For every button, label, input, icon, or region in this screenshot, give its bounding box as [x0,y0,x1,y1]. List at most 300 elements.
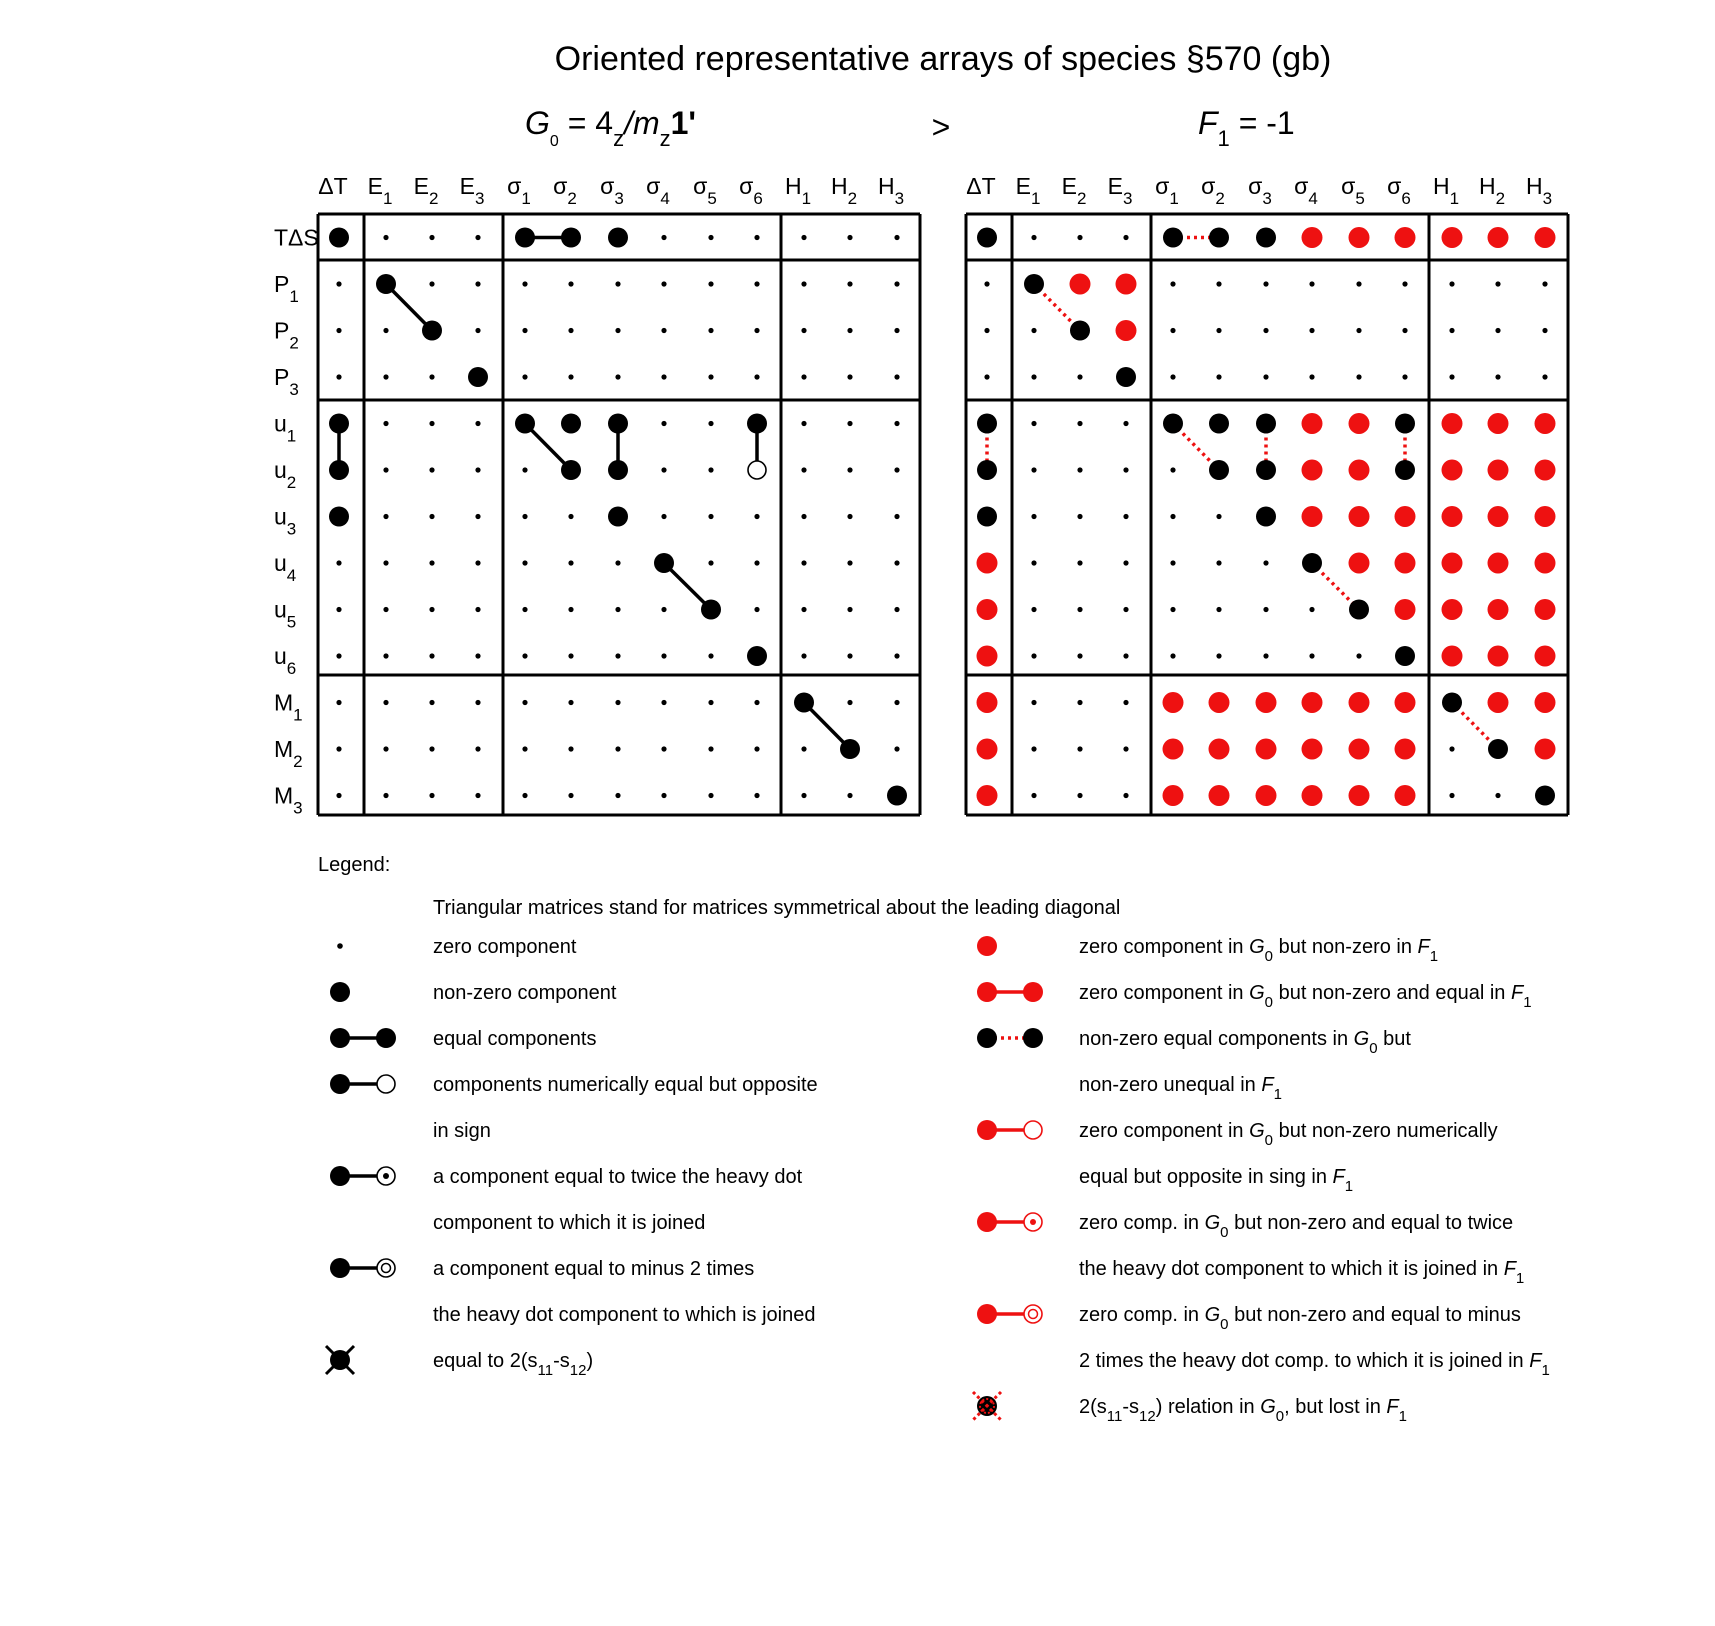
legend-left-item-5-text-1-part-0: the heavy dot component to which is joined [433,1304,816,1326]
left-cell-r5-c5-nonzero-dot [561,460,581,480]
right-cell-r12-c7-red-dot [1302,785,1323,806]
left-cell-r7-c4-zero-dot [522,560,527,565]
left-cell-r12-c5-zero-dot [568,793,573,798]
right-cell-r10-c7-red-dot [1302,692,1323,713]
left-cell-r0-c6-nonzero-dot [608,228,628,248]
header-f-symbol: F [1198,105,1218,141]
right-cell-r5-c12-red-dot [1535,460,1556,481]
legend-right-item-2-text-0-part-2: 0 [1369,1040,1378,1057]
left-cell-r10-c11-zero-dot [847,700,852,705]
right-cell-r12-c4-red-dot [1163,785,1184,806]
right-cell-r0-c12-red-dot [1535,227,1556,248]
header-g-bold: 1' [670,105,697,141]
left-col-header-6-base: σ [600,173,615,199]
right-cell-r7-c6-zero-dot [1263,560,1268,565]
left-cell-r12-c11-zero-dot [847,793,852,798]
left-row-label-9-base: u [274,643,287,669]
left-cell-r8-c8-nonzero-dot [701,600,721,620]
legend-right-item-6 [973,1392,1407,1425]
left-col-header-7 [646,173,670,208]
left-cell-r10-c5-zero-dot [568,700,573,705]
right-cell-r2-c7-zero-dot [1309,328,1314,333]
left-col-header-2 [414,173,439,208]
legend-right-item-0-text-0-part-5: 1 [1429,948,1439,965]
left-cell-r12-c4-zero-dot [522,793,527,798]
left-cell-r10-c7-zero-dot [661,700,666,705]
legend-right-item-0 [977,936,1438,965]
left-cell-r8-c11-zero-dot [847,607,852,612]
left-col-header-9-subscript: 6 [753,189,763,208]
left-cell-r2-c5-zero-dot [568,328,573,333]
left-cell-r6-c0-nonzero-dot [329,507,349,527]
right-cell-r6-c6-nonzero-dot [1256,507,1276,527]
left-cell-r9-c9-nonzero-dot [747,646,767,666]
left-row-label-8 [274,597,296,632]
right-array-header [1198,105,1295,151]
header-g-sub3: z [659,126,671,151]
left-cell-r12-c12-nonzero-dot [887,786,907,806]
right-cell-r8-c3-zero-dot [1123,607,1128,612]
legend-left-item-6-text-0-part-2: -s [553,1350,570,1372]
left-cell-r7-c8-zero-dot [708,560,713,565]
left-row-label-0 [274,225,319,251]
left-cell-r6-c3-zero-dot [475,514,480,519]
right-cell-r2-c11-zero-dot [1495,328,1500,333]
left-col-header-2-base: E [413,173,429,199]
right-cell-r8-c12-red-dot [1535,599,1556,620]
left-cell-r3-c10-zero-dot [801,374,806,379]
left-cell-r6-c8-zero-dot [708,514,713,519]
svg-text:F1 = -1 [1198,105,1295,151]
right-cell-r8-c0-red-dot [977,599,998,620]
left-cell-r11-c1-zero-dot [383,746,388,751]
left-row-label-1-base: P [274,271,290,297]
left-col-header-4-base: σ [507,173,522,199]
left-col-header-7-base: σ [646,173,661,199]
left-cell-r8-c5-zero-dot [568,607,573,612]
right-cell-r10-c8-red-dot [1349,692,1370,713]
right-cell-r3-c11-zero-dot [1495,374,1500,379]
left-row-label-1 [274,271,299,306]
right-cell-r11-c5-red-dot [1209,739,1230,760]
right-cell-r9-c2-zero-dot [1077,653,1082,658]
legend [318,854,1550,1425]
left-col-header-1-subscript: 1 [382,189,393,208]
right-cell-r3-c10-zero-dot [1449,374,1454,379]
legend-right-item-4-text-1-part-2: 1 [1515,1270,1525,1287]
right-cell-r1-c0-zero-dot [984,281,989,286]
left-col-header-3 [460,173,485,208]
left-row-label-11 [274,736,303,771]
right-cell-r11-c4-red-dot [1163,739,1184,760]
right-cell-r1-c6-zero-dot [1263,281,1268,286]
left-cell-r2-c1-zero-dot [383,328,388,333]
legend-right-item-6-text-0-part-6: 0 [1275,1408,1285,1425]
legend-right-item-0-symbol [977,936,997,956]
right-cell-r11-c0-red-dot [977,739,998,760]
legend-heading: Legend: [318,854,391,876]
right-cell-r10-c1-zero-dot [1031,700,1036,705]
right-col-header-10 [1433,173,1459,208]
header-f-subscript: 1 [1217,126,1230,151]
left-row-label-8-base: u [274,596,287,623]
right-col-header-7-subscript: 4 [1308,189,1318,208]
left-col-header-5-subscript: 2 [567,189,577,208]
legend-left-item-6-text-0-part-3: 12 [569,1362,587,1379]
left-row-label-4 [274,411,296,446]
right-cell-r7-c2-zero-dot [1077,560,1082,565]
left-cell-r11-c0-zero-dot [336,746,341,751]
left-cell-r3-c3-nonzero-dot [468,367,488,387]
left-cell-r5-c10-zero-dot [801,467,806,472]
right-col-header-7 [1294,173,1318,208]
legend-right-item-6-text-0-part-0: 2(s [1079,1396,1107,1418]
left-col-header-4-subscript: 1 [521,189,531,208]
legend-right-item-6-text-0 [1079,1396,1407,1425]
legend-left-item-6-text-0 [433,1350,593,1379]
right-cell-r4-c1-zero-dot [1031,421,1036,426]
legend-right-item-0-text-0-part-2: 0 [1264,948,1274,965]
legend-left-item-3-text-1 [433,1120,491,1142]
left-cell-r4-c6-nonzero-dot [608,414,628,434]
legend-right-item-4-text-0-part-1: G [1204,1212,1221,1234]
left-col-header-9 [739,173,763,208]
legend-left-item-3-text-0-part-0: components numerically equal but opposite [433,1074,818,1096]
legend-right-item-1-text-0-part-3: but non-zero and equal in [1273,982,1511,1004]
right-cell-r1-c2-red-dot [1070,274,1091,295]
legend-right-item-0-text-0 [1079,936,1438,965]
left-cell-r0-c2-zero-dot [429,235,434,240]
legend-left-item-6-text-0-part-1: 11 [537,1362,554,1379]
left-row-label-1-subscript: 1 [289,287,299,306]
right-cell-r2-c1-zero-dot [1031,328,1036,333]
left-row-label-7-subscript: 4 [286,566,297,585]
right-cell-r0-c8-red-dot [1349,227,1370,248]
legend-right-item-4-text-1-part-0: the heavy dot component to which it is joined in [1079,1258,1504,1280]
left-cell-r3-c9-zero-dot [754,374,759,379]
right-cell-r12-c11-zero-dot [1495,793,1500,798]
right-cell-r11-c6-red-dot [1256,739,1277,760]
right-cell-r6-c5-zero-dot [1216,514,1221,519]
left-cell-r2-c6-zero-dot [615,328,620,333]
right-cell-r9-c9-nonzero-dot [1395,646,1415,666]
left-cell-r10-c6-zero-dot [615,700,620,705]
left-cell-r4-c8-zero-dot [708,421,713,426]
right-cell-r4-c3-zero-dot [1123,421,1128,426]
left-cell-r1-c11-zero-dot [847,281,852,286]
header-g-slash: /m [624,105,660,141]
left-cell-r4-c0-nonzero-dot [329,414,349,434]
right-col-header-8-base: σ [1341,173,1356,199]
right-cell-r2-c5-zero-dot [1216,328,1221,333]
legend-right-item-2-text-1-part-2: 1 [1273,1086,1282,1103]
right-col-header-3 [1108,173,1133,208]
left-row-label-10 [274,690,303,725]
legend-left-item-3 [330,1074,818,1142]
left-cell-r4-c12-zero-dot [894,421,899,426]
right-col-header-3-subscript: 3 [1122,189,1133,208]
left-cell-r4-c1-zero-dot [383,421,388,426]
legend-left-item-1-symbol [330,982,350,1002]
left-array [274,173,920,818]
right-cell-r1-c11-zero-dot [1495,281,1500,286]
legend-right-item-4-text-1 [1079,1258,1524,1287]
legend-right-item-2 [977,1028,1411,1103]
right-cell-r1-c4-zero-dot [1170,281,1175,286]
right-cell-r8-c4-zero-dot [1170,607,1175,612]
left-row-label-11-subscript: 2 [293,752,303,771]
left-cell-r1-c10-zero-dot [801,281,806,286]
right-cell-r8-c11-red-dot [1488,599,1509,620]
legend-left-item-4-text-0 [433,1166,803,1188]
left-cell-r0-c3-zero-dot [475,235,480,240]
right-cell-r8-c5-zero-dot [1216,607,1221,612]
legend-right-item-3-text-0-part-3: but non-zero numerically [1273,1120,1498,1142]
right-cell-r0-c2-zero-dot [1077,235,1082,240]
right-cell-r6-c1-zero-dot [1031,514,1036,519]
left-cell-r11-c4-zero-dot [522,746,527,751]
left-col-header-6 [600,173,624,208]
left-cell-r0-c0-nonzero-dot [329,228,349,248]
right-cell-r6-c7-red-dot [1302,506,1323,527]
left-row-label-8-subscript: 5 [286,612,297,632]
right-cell-r5-c2-zero-dot [1077,467,1082,472]
left-cell-r5-c7-zero-dot [661,467,666,472]
legend-right-item-6-text-0-part-7: , but lost in [1284,1396,1387,1418]
left-cell-r6-c4-zero-dot [522,514,527,519]
left-cell-r7-c3-zero-dot [475,560,480,565]
left-cell-r7-c10-zero-dot [801,560,806,565]
left-cell-r10-c4-zero-dot [522,700,527,705]
svg-text:G0 = 4z/mz1' [525,105,696,151]
right-cell-r6-c10-red-dot [1442,506,1463,527]
left-cell-r3-c5-zero-dot [568,374,573,379]
right-col-header-3-base: E [1107,173,1123,199]
left-cell-r2-c3-zero-dot [475,328,480,333]
left-row-label-7-base: u [274,550,287,576]
right-cell-r4-c9-nonzero-dot [1395,414,1415,434]
left-row-label-6-base: u [274,503,287,530]
left-cell-r3-c12-zero-dot [894,374,899,379]
right-col-header-11-base: H [1478,173,1496,199]
right-cell-r12-c2-zero-dot [1077,793,1082,798]
right-cell-r9-c1-zero-dot [1031,653,1036,658]
legend-right-item-5-text-0-part-2: 0 [1220,1316,1229,1333]
left-cell-r8-c1-zero-dot [383,607,388,612]
left-cell-r5-c3-zero-dot [475,467,480,472]
left-cell-r7-c6-zero-dot [615,560,620,565]
left-cell-r6-c7-zero-dot [661,514,666,519]
right-cell-r0-c11-red-dot [1488,227,1509,248]
left-cell-r12-c1-zero-dot [383,793,388,798]
right-cell-r11-c10-zero-dot [1449,746,1454,751]
right-cell-r1-c12-zero-dot [1542,281,1547,286]
right-cell-r10-c3-zero-dot [1123,700,1128,705]
left-cell-r9-c3-zero-dot [475,653,480,658]
left-cell-r11-c7-zero-dot [661,746,666,751]
right-cell-r10-c5-red-dot [1209,692,1230,713]
left-cell-r6-c10-zero-dot [801,514,806,519]
legend-right-item-6-symbol [973,1392,1001,1420]
left-col-header-8-subscript: 5 [707,189,717,208]
left-col-header-1-base: E [367,173,383,199]
right-cell-r10-c9-red-dot [1395,692,1416,713]
relation-symbol: > [931,109,951,145]
legend-right-item-3-text-0-part-1: G [1249,1120,1265,1142]
left-row-label-3-base: P [274,364,290,390]
left-col-header-0 [318,173,347,199]
right-cell-r10-c10-nonzero-dot [1442,693,1462,713]
right-col-header-5 [1201,173,1225,208]
right-cell-r4-c11-red-dot [1488,413,1509,434]
left-cell-r7-c2-zero-dot [429,560,434,565]
right-cell-r5-c5-nonzero-dot [1209,460,1229,480]
left-cell-r8-c9-zero-dot [754,607,759,612]
right-cell-r9-c10-red-dot [1442,646,1463,667]
legend-left-item-6-text-0-part-0: equal to 2(s [433,1350,538,1372]
left-cell-r2-c10-zero-dot [801,328,806,333]
legend-left-item-2-text-0 [433,1028,596,1050]
right-col-header-8 [1341,173,1365,208]
left-row-label-12-subscript: 3 [293,798,303,818]
legend-right-item-1-text-0-part-5: 1 [1523,994,1532,1011]
left-col-header-9-base: σ [739,173,754,199]
legend-left-item-2-text-0-part-0: equal components [433,1028,597,1050]
left-cell-r3-c1-zero-dot [383,374,388,379]
legend-right-item-5 [977,1304,1550,1379]
right-col-header-10-base: H [1432,173,1450,199]
right-cell-r2-c9-zero-dot [1402,328,1407,333]
left-cell-r7-c12-zero-dot [894,560,899,565]
right-cell-r0-c0-nonzero-dot [977,228,997,248]
right-cell-r11-c8-red-dot [1349,739,1370,760]
left-cell-r5-c8-zero-dot [708,467,713,472]
left-cell-r11-c3-zero-dot [475,746,480,751]
legend-left-item-0-symbol [337,943,343,949]
legend-right-item-2-text-0 [1079,1028,1411,1057]
right-cell-r3-c2-zero-dot [1077,374,1082,379]
left-cell-r12-c8-zero-dot [708,793,713,798]
legend-left-item-3-text-1-part-0: in sign [433,1120,491,1142]
right-cell-r0-c7-red-dot [1302,227,1323,248]
right-cell-r0-c6-nonzero-dot [1256,228,1276,248]
left-row-label-4-base: u [274,410,287,437]
legend-right-item-5-text-0-part-1: G [1204,1304,1221,1326]
left-col-header-11 [831,173,857,208]
right-cell-r11-c7-red-dot [1302,739,1323,760]
left-col-header-11-base: H [830,173,848,199]
right-cell-r12-c5-red-dot [1209,785,1230,806]
right-col-header-6-subscript: 3 [1262,189,1272,208]
legend-left-item-3-symbol [330,1074,395,1094]
left-cell-r2-c4-zero-dot [522,328,527,333]
right-cell-r4-c7-red-dot [1302,413,1323,434]
right-cell-r9-c7-zero-dot [1309,653,1314,658]
right-cell-r9-c5-zero-dot [1216,653,1221,658]
right-col-header-4 [1155,173,1179,208]
left-cell-r5-c4-zero-dot [522,467,527,472]
right-cell-r5-c11-red-dot [1488,460,1509,481]
left-cell-r10-c9-zero-dot [754,700,759,705]
legend-right-item-5-text-0-part-0: zero comp. in [1079,1304,1205,1326]
left-array-header [525,105,696,151]
left-row-label-5-subscript: 2 [286,473,297,492]
left-row-label-4-subscript: 1 [286,426,297,446]
left-cell-r9-c5-zero-dot [568,653,573,658]
right-cell-r3-c12-zero-dot [1542,374,1547,379]
legend-right-item-5-symbol [977,1304,1042,1324]
right-cell-r3-c5-zero-dot [1216,374,1221,379]
left-cell-r8-c2-zero-dot [429,607,434,612]
left-cell-r0-c10-zero-dot [801,235,806,240]
left-cell-r2-c11-zero-dot [847,328,852,333]
right-col-header-0 [966,173,995,199]
left-cell-r3-c0-zero-dot [336,374,341,379]
legend-left-item-0-text-0 [433,936,577,958]
left-row-label-3 [274,364,299,399]
right-cell-r0-c9-red-dot [1395,227,1416,248]
legend-right-item-3-text-0 [1079,1120,1498,1149]
right-cell-r5-c8-red-dot [1349,460,1370,481]
left-cell-r9-c11-zero-dot [847,653,852,658]
figure-title: Oriented representative arrays of species §570 (gb) [554,40,1332,78]
legend-right-item-1-symbol [977,982,1043,1002]
left-cell-r5-c2-zero-dot [429,467,434,472]
left-cell-r8-c12-zero-dot [894,607,899,612]
left-cell-r4-c4-nonzero-dot [515,414,535,434]
right-cell-r1-c10-zero-dot [1449,281,1454,286]
right-cell-r5-c9-nonzero-dot [1395,460,1415,480]
left-cell-r0-c8-zero-dot [708,235,713,240]
left-cell-r7-c0-zero-dot [336,560,341,565]
left-cell-r10-c1-zero-dot [383,700,388,705]
left-cell-r12-c3-zero-dot [475,793,480,798]
left-cell-r4-c9-nonzero-dot [747,414,767,434]
left-col-header-0-base: ΔT [318,173,348,199]
right-cell-r3-c4-zero-dot [1170,374,1175,379]
left-col-header-8-base: σ [693,173,708,199]
left-cell-r8-c7-zero-dot [661,607,666,612]
right-cell-r6-c0-nonzero-dot [977,507,997,527]
right-cell-r4-c5-nonzero-dot [1209,414,1229,434]
left-col-header-6-subscript: 3 [614,189,624,208]
left-row-label-11-base: M [274,736,294,762]
right-cell-r3-c1-zero-dot [1031,374,1036,379]
left-cell-r9-c7-zero-dot [661,653,666,658]
legend-right-item-3-text-1-part-1: F [1332,1166,1345,1188]
legend-left-item-4-symbol [330,1166,395,1186]
legend-left-item-4-text-1-part-0: component to which it is joined [433,1212,706,1234]
right-cell-r3-c7-zero-dot [1309,374,1314,379]
right-col-header-6 [1248,173,1272,208]
right-cell-r5-c6-nonzero-dot [1256,460,1276,480]
right-cell-r2-c2-nonzero-dot [1070,321,1090,341]
left-cell-r0-c4-nonzero-dot [515,228,535,248]
legend-left-item-6-symbol [326,1346,354,1374]
left-cell-r11-c2-zero-dot [429,746,434,751]
left-cell-r8-c10-zero-dot [801,607,806,612]
left-cell-r11-c9-zero-dot [754,746,759,751]
legend-right-item-0-text-0-part-1: G [1249,936,1265,958]
left-cell-r12-c2-zero-dot [429,793,434,798]
left-cell-r3-c2-zero-dot [429,374,434,379]
left-cell-r2-c2-nonzero-dot [422,321,442,341]
right-cell-r11-c11-nonzero-dot [1488,739,1508,759]
left-cell-r1-c1-nonzero-dot [376,274,396,294]
right-col-header-8-subscript: 5 [1355,189,1365,208]
right-cell-r6-c2-zero-dot [1077,514,1082,519]
right-col-header-2-base: E [1061,173,1077,199]
